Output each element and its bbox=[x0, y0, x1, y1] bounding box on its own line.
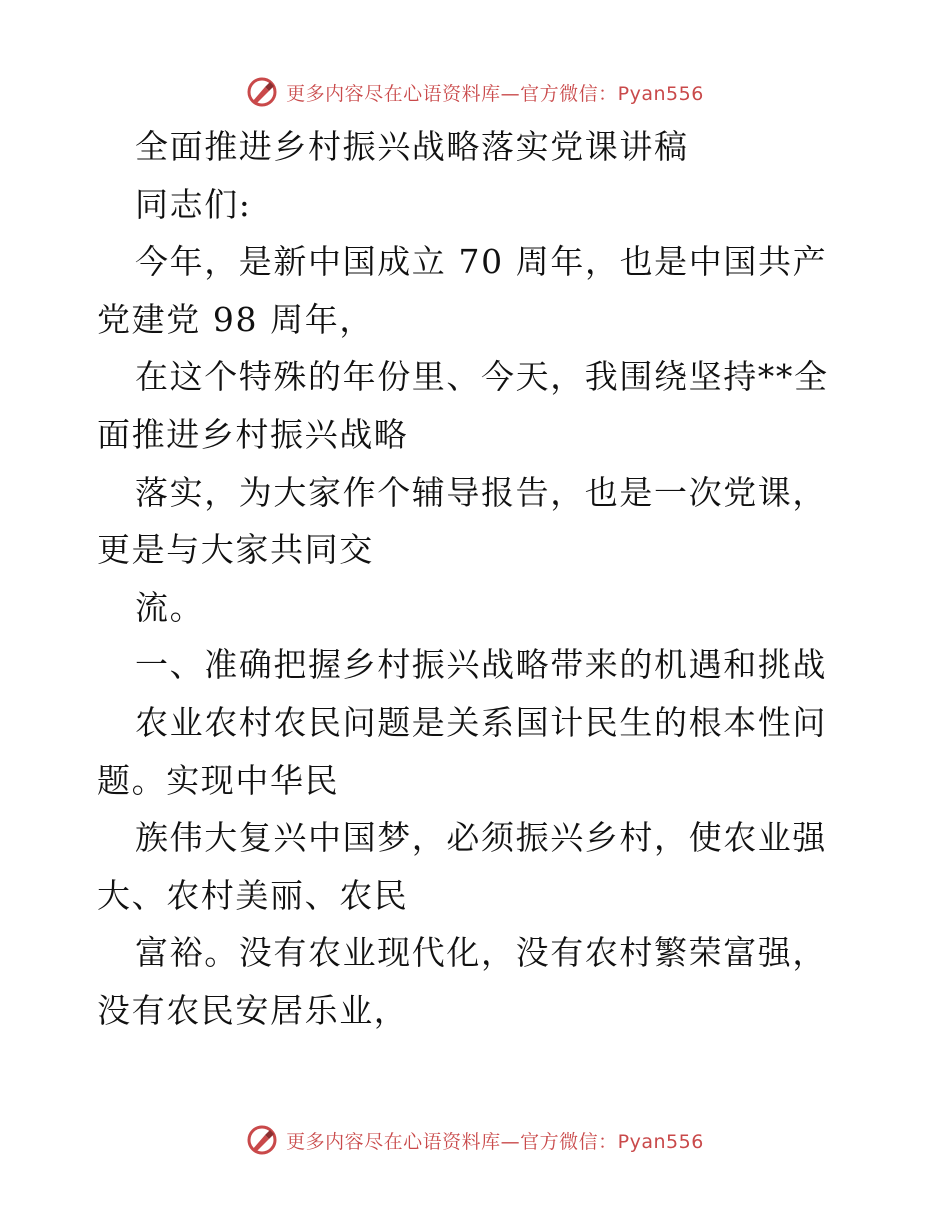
paragraph: 富裕。没有农业现代化，没有农村繁荣富强，没有农民安居乐业， bbox=[97, 933, 827, 1030]
watermark-text: 更多内容尽在心语资料库—官方微信：Pyan556 bbox=[286, 1130, 704, 1153]
document-body bbox=[97, 118, 857, 1040]
paragraph: 农业农村农民问题是关系国计民生的根本性问题。实现中华民 bbox=[97, 702, 827, 800]
paragraph: 落实，为大家作个辅导报告，也是一次党课，更是与大家共同交 bbox=[97, 472, 827, 570]
footer-watermark bbox=[0, 1120, 950, 1160]
paragraph: 流。 bbox=[135, 587, 205, 627]
paragraph: 在这个特殊的年份里、今天，我围绕坚持**全面推进乡村振兴战略 bbox=[97, 357, 829, 454]
pen-logo-icon bbox=[246, 76, 278, 108]
document-title: 全面推进乡村振兴战略落实党课讲稿 bbox=[135, 127, 689, 166]
paragraph: 今年，是新中国成立 70 周年，也是中国共产党建党 98 周年， bbox=[97, 242, 828, 339]
paragraph: 族伟大复兴中国梦，必须振兴乡村，使农业强大、农村美丽、农民 bbox=[97, 818, 827, 915]
section-heading: 一、准确把握乡村振兴战略带来的机遇和挑战 bbox=[135, 645, 827, 685]
header-watermark bbox=[0, 72, 950, 112]
paragraph: 同志们: bbox=[135, 184, 252, 224]
pen-logo-icon bbox=[246, 1124, 278, 1156]
watermark-text: 更多内容尽在心语资料库—官方微信：Pyan556 bbox=[286, 82, 704, 105]
